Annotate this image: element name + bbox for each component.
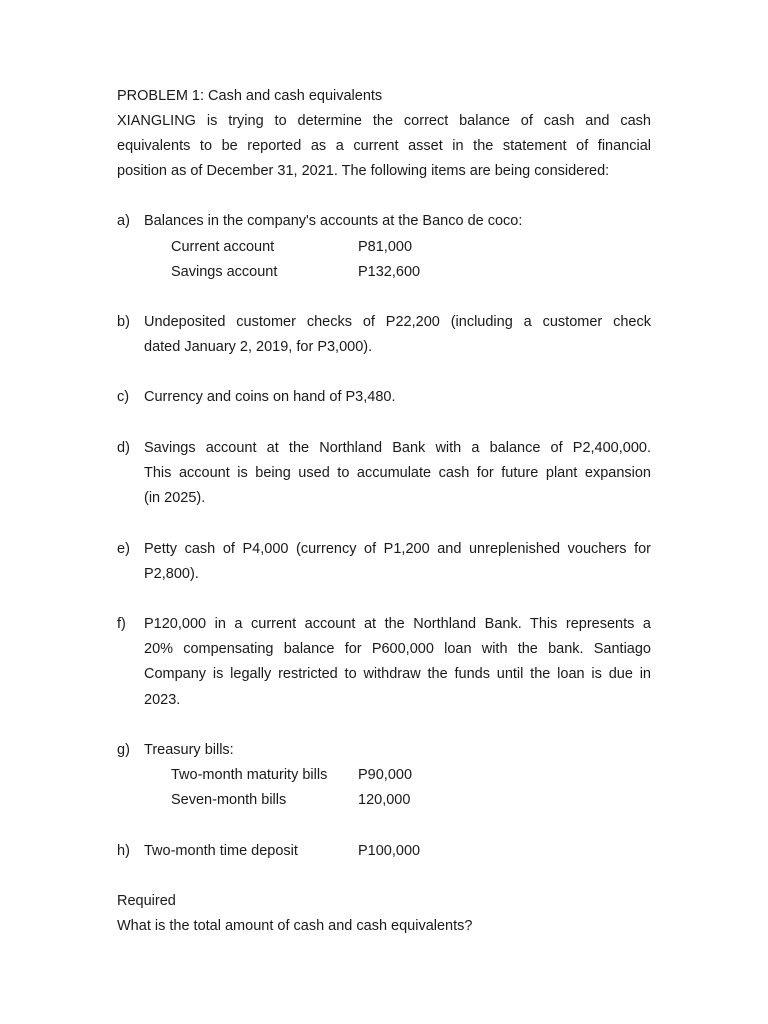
item-b-marker: b) — [117, 314, 130, 330]
item-a-row-label: Current account — [171, 239, 275, 255]
item-g-row-label: Two-month maturity bills — [171, 767, 328, 783]
item-g-row-label: Seven-month bills — [171, 792, 287, 808]
item-f-line: Company is legally restricted to withdraw the funds until the loan is due in — [144, 666, 651, 682]
intro-line-2: equivalents to be reported as a current asset in the statement of financial — [117, 138, 651, 154]
item-a-text: Balances in the company's accounts at the Banco de coco: — [144, 213, 523, 229]
item-g-row-value: 120,000 — [358, 792, 411, 808]
item-e-marker: e) — [117, 541, 130, 557]
item-a-row-label: Savings account — [171, 264, 278, 280]
item-g-row-value: P90,000 — [358, 767, 413, 783]
item-c-marker: c) — [117, 389, 130, 405]
item-d-line: Savings account at the Northland Bank with a balance of P2,400,000. — [144, 440, 651, 456]
item-g-marker: g) — [117, 742, 130, 758]
item-e-line: Petty cash of P4,000 (currency of P1,200 and unreplenished vouchers for — [144, 541, 651, 557]
problem-title: PROBLEM 1: Cash and cash equivalents — [117, 88, 383, 104]
item-c-line: Currency and coins on hand of P3,480. — [144, 389, 396, 405]
item-h-value: P100,000 — [358, 843, 421, 859]
item-f-line: 20% compensating balance for P600,000 loan with the bank. Santiago — [144, 641, 651, 657]
intro-line-1: XIANGLING is trying to determine the correct balance of cash and cash — [117, 113, 651, 129]
required-question: What is the total amount of cash and cash equivalents? — [117, 918, 473, 934]
item-b-line: Undeposited customer checks of P22,200 (including a customer check — [144, 314, 651, 330]
item-f-line: 2023. — [144, 692, 181, 708]
item-b-line: dated January 2, 2019, for P3,000). — [144, 339, 373, 355]
intro-line-3: position as of December 31, 2021. The following items are being considered: — [117, 163, 610, 179]
item-a-row-value: P132,600 — [358, 264, 421, 280]
item-g-text: Treasury bills: — [144, 742, 234, 758]
item-a-marker: a) — [117, 213, 130, 229]
item-e-line: P2,800). — [144, 566, 199, 582]
item-d-line: This account is being used to accumulate cash for future plant expansion — [144, 465, 651, 481]
item-h-label: Two-month time deposit — [144, 843, 298, 859]
required-heading: Required — [117, 893, 176, 909]
item-f-marker: f) — [117, 616, 126, 632]
item-d-marker: d) — [117, 440, 130, 456]
item-f-line: P120,000 in a current account at the Northland Bank. This represents a — [144, 616, 651, 632]
item-h-marker: h) — [117, 843, 130, 859]
item-a-row-value: P81,000 — [358, 239, 413, 255]
item-d-line: (in 2025). — [144, 490, 206, 506]
